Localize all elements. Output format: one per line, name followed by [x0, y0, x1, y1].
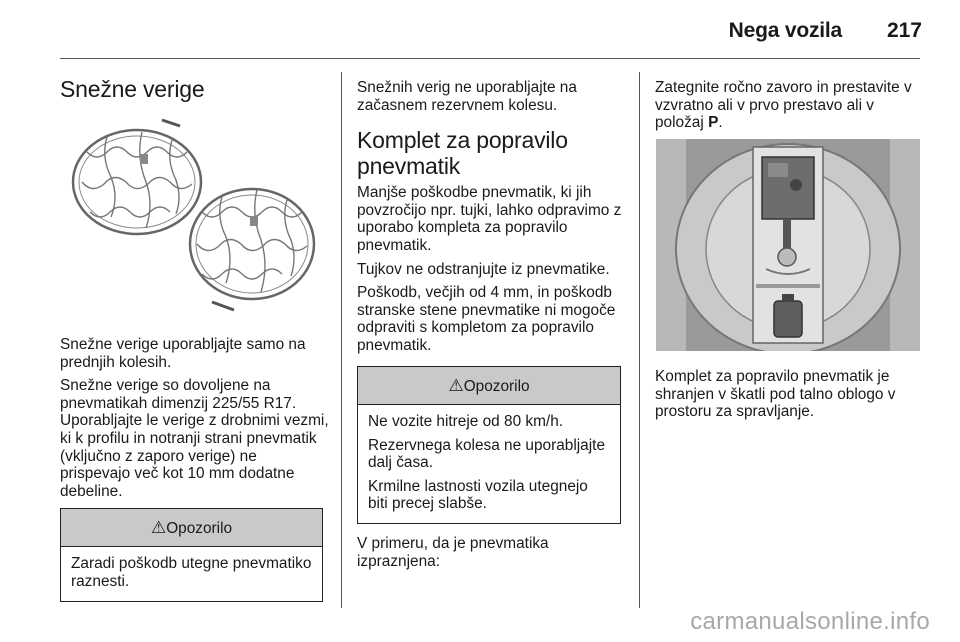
paragraph-kit-location: Komplet za popravilo pnevmatik je shranjen v škatli pod talno oblogo v prostoru za spravljanje.	[655, 368, 896, 421]
section-heading-snow-chains: Snežne verige	[60, 76, 205, 102]
warning-title-2: Opozorilo	[463, 378, 530, 395]
section-heading-repair-kit: Komplet za popravilo pnevmatik	[357, 127, 568, 180]
warning-triangle-icon: ⚠	[150, 518, 167, 537]
paragraph-allowed-tires: Snežne verige so dovoljene na pnevmatikah dimenzij 225/55 R17. Uporabljajte le verige z drobnimi vezmi, ki k profilu in notranji strani pnevmatik (vključno z zaporo verige) ne prispevajo več kot 10 mm dodatne debeline.	[60, 377, 329, 500]
column-1-text	[60, 336, 330, 506]
column-2	[357, 79, 627, 361]
paragraph-large-damage: Poškodb, večjih od 4 mm, in poškodb stranske stene pnevmatike ni mogoče odpraviti s kompletom za popravilo pnevmatik.	[357, 284, 616, 354]
paragraph-front-wheels: Snežne verige uporabljajte samo na prednjih kolesih.	[60, 336, 306, 371]
warning-title-1: Opozorilo	[166, 520, 233, 537]
warning-body-1	[61, 547, 322, 590]
paragraph-no-spare-chains: Snežnih verig ne uporabljajte na začasnem rezervnem kolesu.	[357, 79, 577, 114]
warning-text-handling: Krmilne lastnosti vozila utegnejo biti precej slabše.	[368, 477, 588, 513]
parking-brake-end: .	[718, 114, 723, 132]
warning-triangle-icon: ⚠	[448, 376, 464, 395]
warning-box-2	[357, 366, 621, 524]
header-divider	[60, 58, 920, 59]
column-divider-left	[341, 72, 342, 608]
warning-header-1	[61, 509, 322, 547]
column-1	[60, 76, 330, 102]
paragraph-deflated-tire: V primeru, da je pnevmatika izpraznjena:	[357, 535, 549, 570]
watermark-text: carmanualsonline.info	[690, 608, 930, 635]
paragraph-parking-brake	[655, 79, 925, 132]
warning-body-2	[358, 405, 620, 513]
column-3	[655, 79, 925, 138]
warning-text-speed: Ne vozite hitreje od 80 km/h.	[368, 413, 564, 430]
warning-header-2	[358, 367, 620, 405]
column-2-bottom	[357, 535, 627, 576]
parking-brake-text: Zategnite ročno zavoro in prestavite v vzvratno ali v prvo prestavo ali v položaj	[655, 79, 912, 132]
page-number: 217	[886, 19, 922, 42]
repair-kit-storage-illustration	[656, 139, 920, 351]
page-header-title: Nega vozila	[728, 19, 842, 42]
paragraph-foreign-objects: Tujkov ne odstranjujte iz pnevmatike.	[357, 260, 610, 278]
warning-text-tire-burst: Zaradi poškodb utegne pnevmatiko raznesti.	[71, 555, 312, 590]
paragraph-minor-damage: Manjše poškodbe pnevmatik, ki jih povzročijo npr. tujki, lahko odpravimo z uporabo kompleta za popravilo pnevmatik.	[357, 184, 622, 254]
warning-text-spare-duration: Rezervnega kolesa ne uporabljajte dalj časa.	[368, 436, 605, 472]
snow-chains-illustration	[62, 112, 322, 322]
gear-p-label: P	[708, 114, 719, 132]
warning-box-1	[60, 508, 323, 602]
column-3-bottom	[655, 368, 925, 427]
column-divider-right	[639, 72, 640, 608]
